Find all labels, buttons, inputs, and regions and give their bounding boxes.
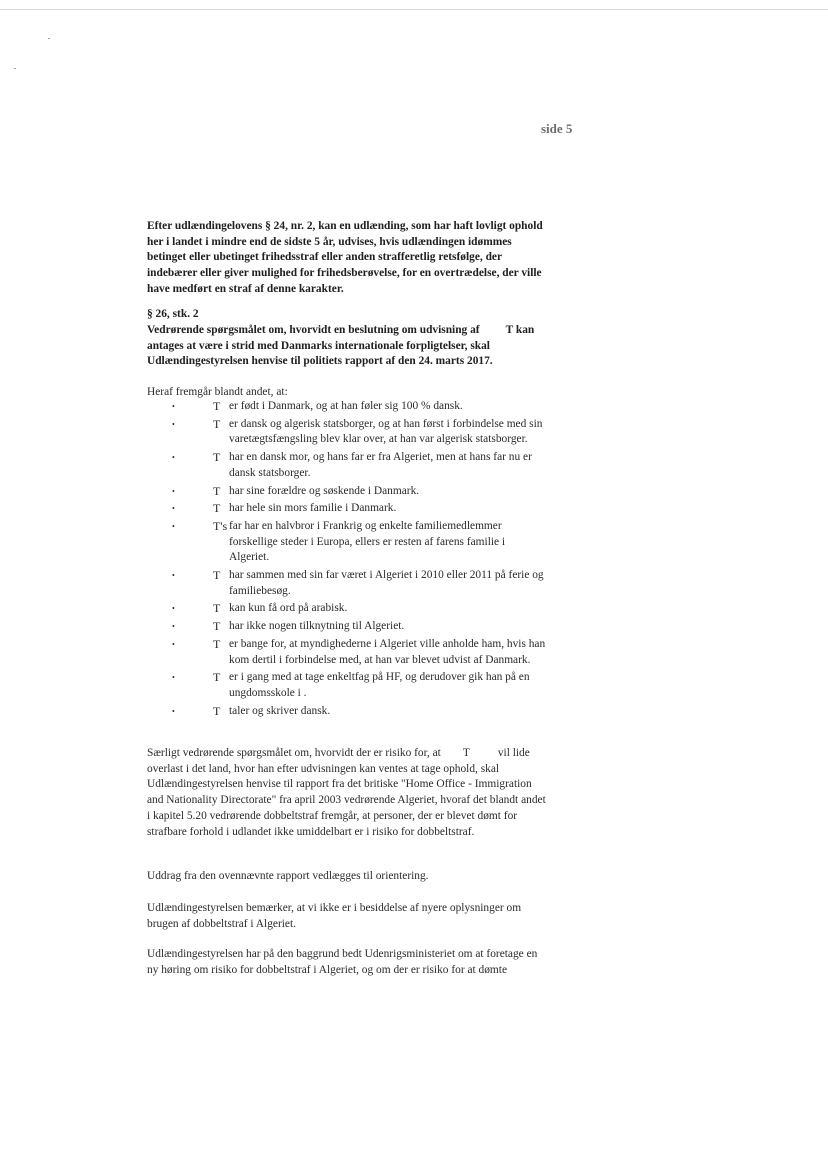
redacted-name: T [462,747,470,759]
list-item-text: taler og skriver dansk. [229,704,331,717]
redacted-name: T [213,450,221,465]
bullet-icon: • [172,521,175,531]
list-item-text: har en dansk mor, og hans far er fra Algeriet, men at hans far nu er dansk statsborger. [229,451,532,479]
bullet-icon: • [172,402,175,411]
bullet-icon: • [172,604,175,614]
bullet-icon: • [172,571,175,581]
list-item-text: har sine forældre og søskende i Danmark. [229,484,420,497]
redacted-name: T's [213,518,228,533]
list-item [147,601,547,617]
bullet-icon: • [172,504,175,514]
redacted-name: T [213,703,221,718]
list-item [147,637,547,668]
list-item-text: er født i Danmark, og at han føler sig 100 % dansk. [229,400,463,412]
list-item-text: kan kun få ord på arabisk. [229,602,348,615]
list-item-text: er i gang med at tage enkeltfag på HF, og derudover gik han på en ungdomsskole i . [229,671,530,699]
bullet-icon: • [172,639,175,649]
list-item-text: er dansk og algerisk statsborger, og at han først i forbindelse med sin varetægtsfængsling blev klar over, at han var algerisk statsborger. [229,417,543,446]
redacted-name: T [505,324,513,336]
list-item [147,519,547,566]
list-item [147,399,547,415]
top-edge-line [0,9,828,10]
bullet-icon: • [172,453,175,463]
redacted-name: T [213,416,221,431]
list-item [147,704,547,720]
list-item [147,450,547,481]
list-item [147,568,547,599]
scan-speck [14,68,16,69]
hearing-paragraph: Udlændingestyrelsen har på den baggrund bedt Udenrigsministeriet om at foretage en ny høring om risiko for dobbeltstraf i Algeriet, og om der er risiko for at dømte [147,948,538,976]
section-text-before: Vedrørende spørgsmålet om, hvorvidt en beslutning om udvisning af [147,324,480,336]
redacted-name: T [213,483,221,498]
section-paragraph [147,323,547,370]
page-number: side 5 [541,121,573,136]
bullet-icon: • [172,419,175,429]
list-item [147,484,547,500]
bullet-icon: • [172,706,175,716]
list-item [147,670,547,701]
risk-text-after: vil lide overlast i det land, hvor han efter udvisningen kan ventes at tage ophold, skal Udlændingestyrelsen henvise til rapport fra det britiske "Home Office - Immigration and Nationality Directorate" fra april 2003 vedrørende Algeriet, hvoraf det blandt andet i kapitel 5.20 vedrørende dobbeltstraf fremgår, at personer, der er blevet dømt for strafbare forhold i udlandet ikke umiddelbart er i risiko for dobbeltstraf. [147,747,546,838]
list-item-text: har ikke nogen tilknytning til Algeriet. [229,620,405,633]
redacted-name: T [213,670,221,685]
redacted-name: T [213,568,221,583]
list-item [147,501,547,517]
list-item [147,619,547,635]
risk-text-before: Særligt vedrørende spørgsmålet om, hvorvidt der er risiko for, at [147,747,441,759]
redacted-name: T [213,636,221,651]
redacted-name: T [213,619,221,634]
remark-paragraph: Udlændingestyrelsen bemærker, at vi ikke er i besiddelse af nyere oplysninger om brugen af dobbeltstraf i Algeriet. [147,902,522,930]
intro-paragraph: Efter udlændingelovens § 24, nr. 2, kan en udlænding, som har haft lovligt ophold her i landet i mindre end de sidste 5 år, udvises, hvis udlændingen idømmes betinget eller ubetinget frihedsstraf eller anden strafferetlig retsfølge, der indebærer eller giver mulighed for frihedsberøvelse, for en overtrædelse, der ville have medført en straf af denne karakter. [147,220,543,295]
bullet-icon: • [172,486,175,496]
redacted-name: T [213,601,221,616]
excerpt-paragraph: Uddrag fra den ovennævnte rapport vedlægges til orientering. [147,870,429,882]
risk-paragraph [147,746,547,840]
redacted-name: T [213,501,221,516]
list-item-text: har hele sin mors familie i Danmark. [229,502,397,515]
redacted-name: T [213,399,221,413]
section-heading: § 26, stk. 2 [147,308,199,320]
list-item-text: har sammen med sin far været i Algeriet i 2010 eller 2011 på ferie og familiebesøg. [229,569,544,597]
bullet-icon: • [172,622,175,632]
section-text-after: kan antages at være i strid med Danmarks internationale forpligtelser, skal Udlændingestyrelsen henvise til politiets rapport af den 24. marts 2017. [147,324,535,368]
list-intro: Heraf fremgår blandt andet, at: [147,386,288,398]
list-item-text: er bange for, at myndighederne i Algeriet ville anholde ham, hvis han kom dertil i forbindelse med, at han var blevet udvist af Danmark. [229,637,546,666]
bullet-icon: • [172,673,175,683]
facts-list [147,399,547,721]
scan-speck [48,38,50,39]
list-item [147,417,547,448]
list-item-text: far har en halvbror i Frankrig og enkelte familiemedlemmer forskellige steder i Europa, ellers er resten af farens familie i Algeriet. [229,519,506,564]
